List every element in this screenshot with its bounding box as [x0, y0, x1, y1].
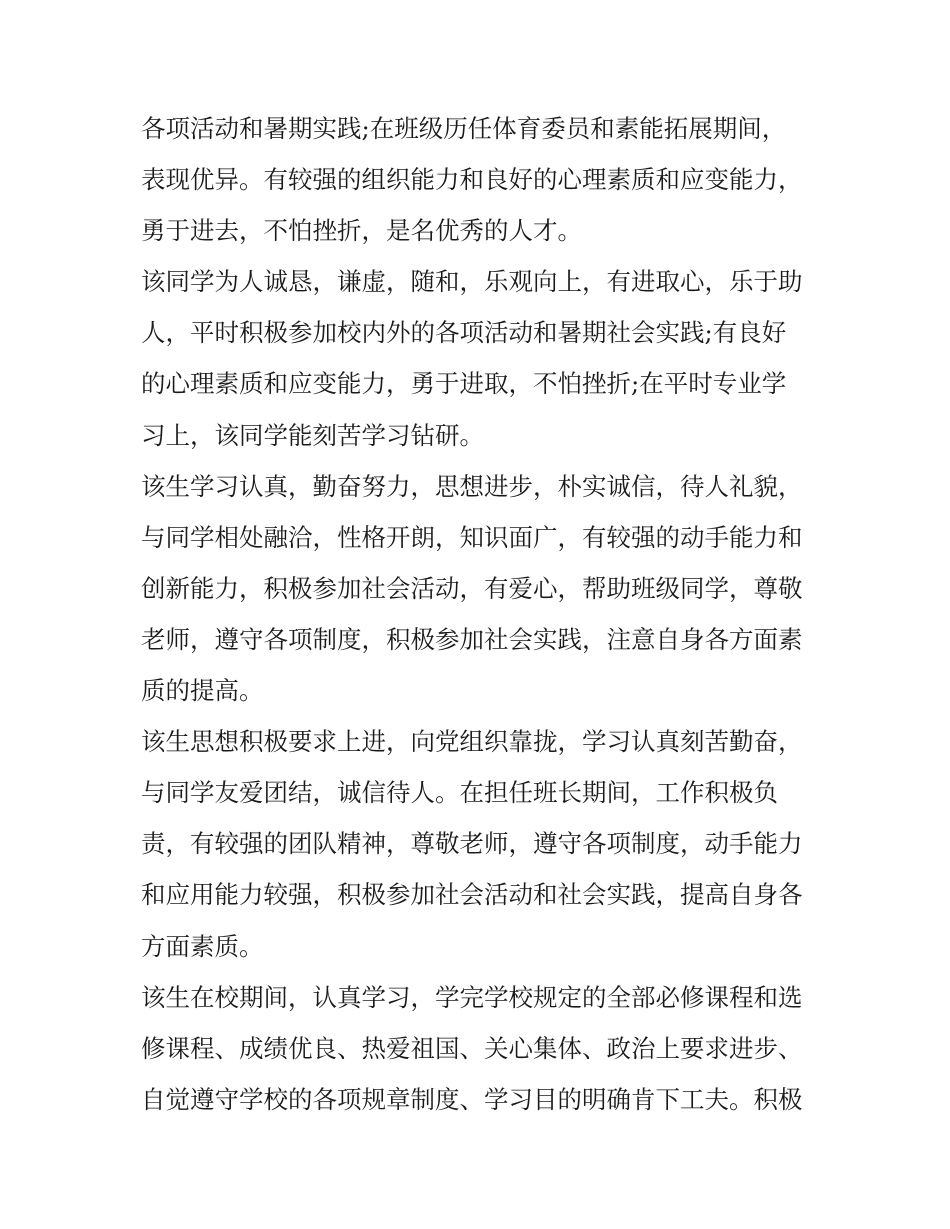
text-line: 自觉遵守学校的各项规章制度、学习目的明确肯下工夫。积极: [141, 1084, 803, 1114]
text-line: 习上，该同学能刻苦学习钻研。: [141, 420, 484, 450]
text-line: 勇于进去，不怕挫折，是名优秀的人才。: [141, 216, 582, 246]
text-line: 该同学为人诚恳，谦虚，随和，乐观向上，有进取心，乐于助: [141, 267, 803, 297]
text-line: 各项活动和暑期实践;在班级历任体育委员和素能拓展期间，: [141, 114, 787, 143]
text-line: 质的提高。: [141, 676, 264, 706]
text-line: 修课程、成绩优良、热爱祖国、关心集体、政治上要求进步、: [141, 1033, 803, 1063]
text-line: 老师，遵守各项制度，积极参加社会实践，注意自身各方面素: [141, 624, 803, 654]
document-body: [141, 103, 821, 1125]
text-line: 与同学相处融洽，性格开朗，知识面广，有较强的动手能力和: [141, 522, 803, 552]
text-line: 该生学习认真，勤奋努力，思想进步，朴实诚信，待人礼貌，: [141, 471, 803, 501]
text-line: 的心理素质和应变能力，勇于进取，不怕挫折;在平时专业学: [141, 369, 787, 399]
text-line: 责，有较强的团队精神，尊敬老师，遵守各项制度，动手能力: [141, 829, 803, 859]
text-line: 该生思想积极要求上进，向党组织靠拢，学习认真刻苦勤奋，: [141, 727, 803, 757]
text-line: 方面素质。: [141, 931, 264, 961]
text-line: 人，平时积极参加校内外的各项活动和暑期社会实践;有良好: [141, 318, 787, 348]
text-line: 创新能力，积极参加社会活动，有爱心，帮助班级同学，尊敬: [141, 573, 803, 603]
text-line: 表现优异。有较强的组织能力和良好的心理素质和应变能力，: [141, 165, 803, 195]
text-line: 和应用能力较强，积极参加社会活动和社会实践，提高自身各: [141, 880, 803, 910]
text-line: 与同学友爱团结，诚信待人。在担任班长期间，工作积极负: [141, 778, 778, 808]
text-line: 该生在校期间，认真学习，学完学校规定的全部必修课程和选: [141, 982, 803, 1012]
